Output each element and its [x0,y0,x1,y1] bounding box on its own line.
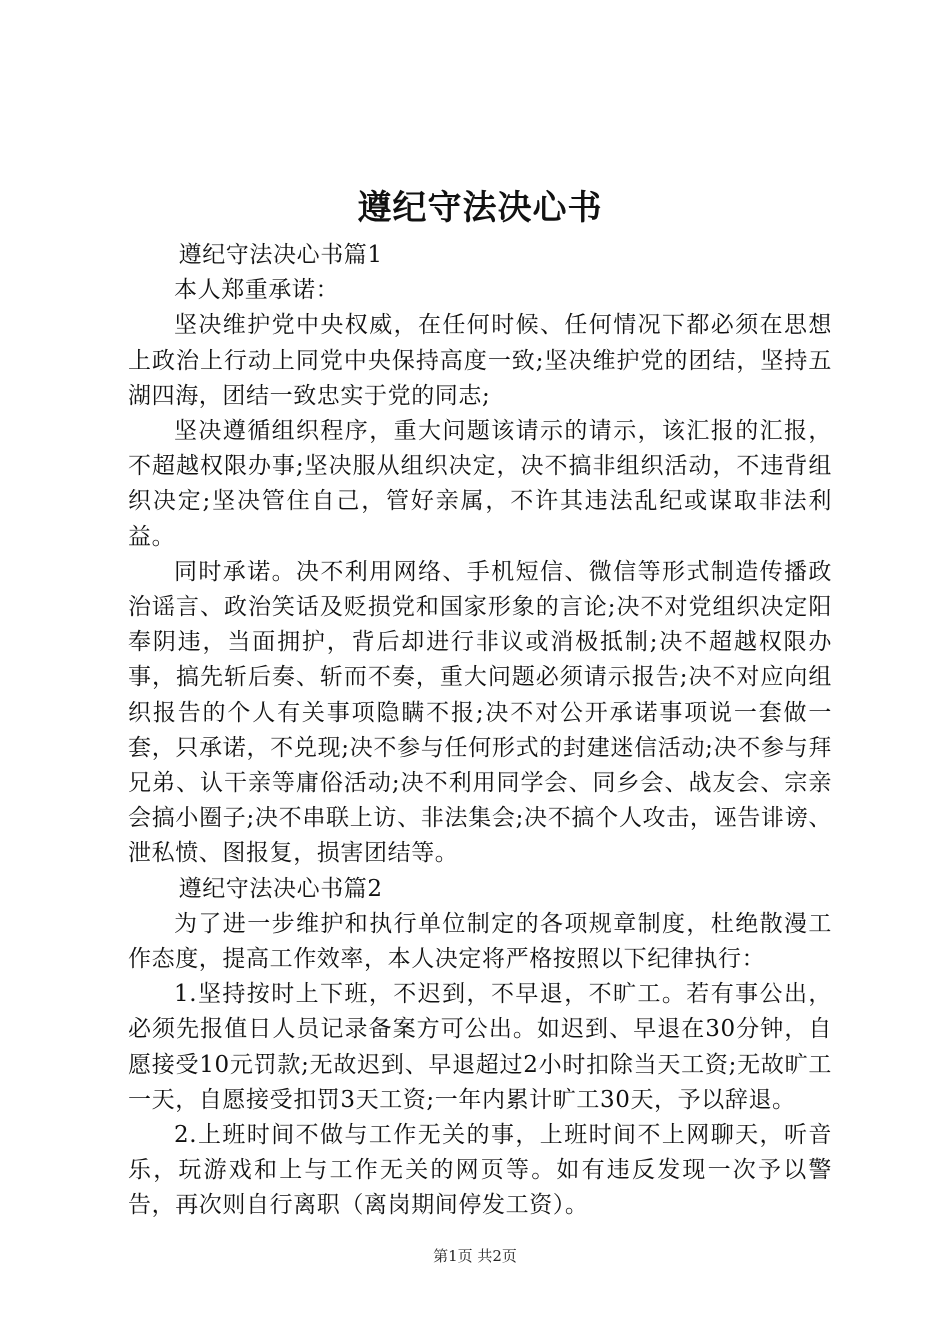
paragraph: 坚决遵循组织程序，重大问题该请示的请示，该汇报的汇报，不超越权限办事;坚决服从组织决定，决不搞非组织活动，不违背组织决定;坚决管住自己，管好亲属，不许其违法乱纪或谋取非法利益。 [128,418,832,550]
section-heading-1: 遵纪守法决心书篇1 [178,242,383,268]
paragraph: 1.坚持按时上下班，不迟到，不早退，不旷工。若有事公出，必须先报值日人员记录备案方可公出。如迟到、早退在30分钟，自愿接受10元罚款;无故迟到、早退超过2小时扣除当天工资;无故旷工一天，自愿接受扣罚3天工资;一年内累计旷工30天，予以辞退。 [128,981,832,1113]
paragraph: 2.上班时间不做与工作无关的事，上班时间不上网聊天，听音乐，玩游戏和上与工作无关的网页等。如有违反发现一次予以警告，再次则自行离职（离岗期间停发工资）。 [128,1122,832,1219]
paragraph: 本人郑重承诺： [174,277,340,304]
document-body [128,238,832,1224]
section-heading-2: 遵纪守法决心书篇2 [178,875,383,902]
page-number-footer: 第1页 共2页 [433,1247,517,1265]
document-page [128,0,832,1344]
document-title: 遵纪守法决心书 [357,188,603,228]
paragraph: 为了进一步维护和执行单位制定的各项规章制度，杜绝散漫工作态度，提高工作效率，本人决定将严格按照以下纪律执行： [128,910,832,973]
paragraph: 同时承诺。决不利用网络、手机短信、微信等形式制造传播政治谣言、政治笑话及贬损党和国家形象的言论;决不对党组织决定阳奉阴违，当面拥护，背后却进行非议或消极抵制;决不超越权限办事，搞先斩后奏、斩而不奏，重大问题必须请示报告;决不对应向组织报告的个人有关事项隐瞒不报;决不对公开承诺事项说一套做一套，只承诺，不兑现;决不参与任何形式的封建迷信活动;决不参与拜兄弟、认干亲等庸俗活动;决不利用同学会、同乡会、战友会、宗亲会搞小圈子;决不串联上访、非法集会;决不搞个人攻击，诬告诽谤、泄私愤、图报复，损害团结等。 [128,558,832,867]
paragraph: 坚决维护党中央权威，在任何时候、任何情况下都必须在思想上政治上行动上同党中央保持高度一致;坚决维护党的团结，坚持五湖四海，团结一致忠实于党的同志; [128,312,832,409]
